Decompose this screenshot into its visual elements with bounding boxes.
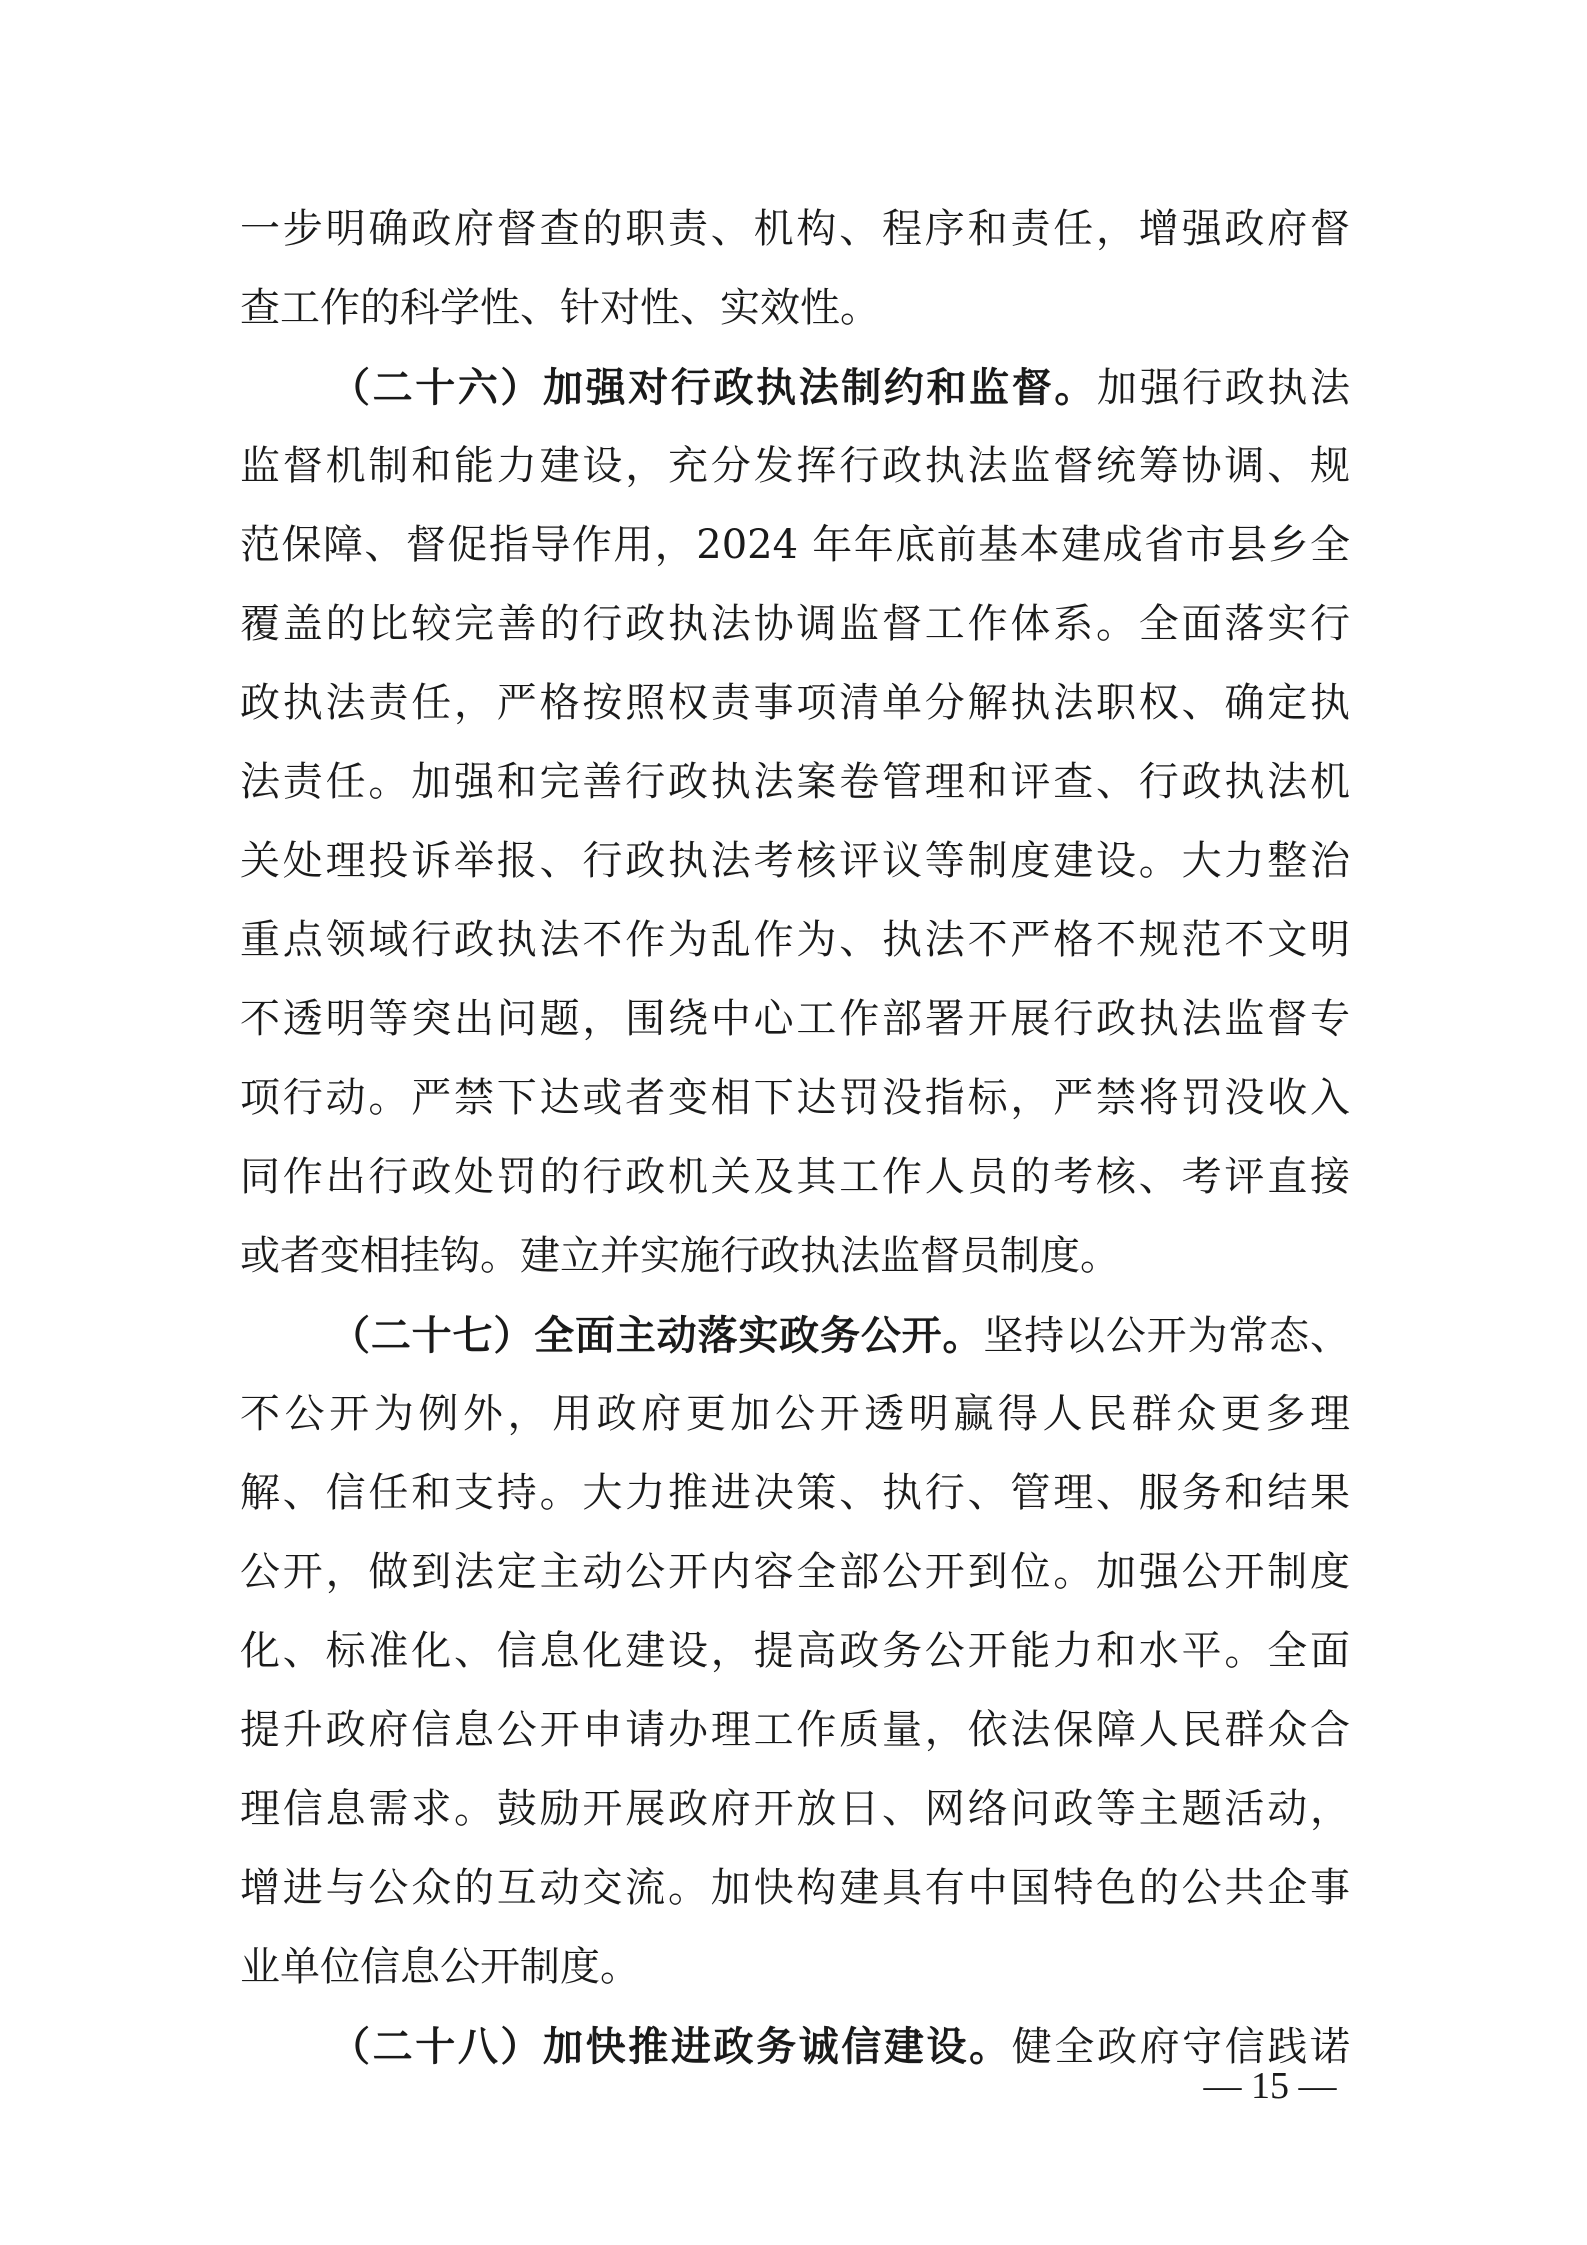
section-26-first-line [240, 348, 1350, 427]
text-line-20: 提升政府信息公开申请办理工作质量，依法保障人民群众合 [240, 1707, 1350, 1753]
text-line-19: 化、标准化、信息化建设，提高政务公开能力和水平。全面 [240, 1628, 1350, 1674]
text-line-17: 解、信任和支持。大力推进决策、执行、管理、服务和结果 [240, 1470, 1350, 1516]
text-line-18: 公开，做到法定主动公开内容全部公开到位。加强公开制度 [240, 1549, 1350, 1595]
text-line-16: 不公开为例外，用政府更加公开透明赢得人民群众更多理 [240, 1391, 1350, 1437]
page-number: — 15 — [1203, 2065, 1337, 2107]
text-line-21: 理信息需求。鼓励开展政府开放日、网络问政等主题活动， [240, 1786, 1350, 1832]
document-body [240, 190, 1350, 2086]
section-28-first-line [240, 2007, 1350, 2086]
section-28-lead-text: 健全政府守信践诺 [1011, 2024, 1351, 2070]
text-line-5: 范保障、督促指导作用，2024 年年底前基本建成省市县乡全 [240, 522, 1350, 568]
text-line-12: 项行动。严禁下达或者变相下达罚没指标，严禁将罚没收入 [240, 1075, 1350, 1121]
section-27-lead-text: 坚持以公开为常态、 [983, 1313, 1351, 1359]
text-line-8: 法责任。加强和完善行政执法案卷管理和评查、行政执法机 [240, 759, 1350, 805]
text-line-10: 重点领域行政执法不作为乱作为、执法不严格不规范不文明 [240, 917, 1350, 963]
text-line-7: 政执法责任，严格按照权责事项清单分解执法职权、确定执 [240, 680, 1350, 726]
text-line-11: 不透明等突出问题，围绕中心工作部署开展行政执法监督专 [240, 996, 1350, 1042]
section-28-heading: （二十八）加快推进政务诚信建设。 [330, 2023, 1012, 2070]
text-line-22: 增进与公众的互动交流。加快构建具有中国特色的公共企事 [240, 1865, 1350, 1911]
text-line-13: 同作出行政处罚的行政机关及其工作人员的考核、考评直接 [240, 1154, 1350, 1200]
text-line-14: 或者变相挂钩。建立并实施行政执法监督员制度。 [240, 1233, 1120, 1279]
text-line-4: 监督机制和能力建设，充分发挥行政执法监督统筹协调、规 [240, 443, 1350, 489]
text-line-23: 业单位信息公开制度。 [240, 1944, 640, 1990]
text-line-1: 一步明确政府督查的职责、机构、程序和责任，增强政府督 [240, 206, 1350, 252]
section-26-lead-text: 加强行政执法 [1096, 365, 1351, 411]
text-line-9: 关处理投诉举报、行政执法考核评议等制度建设。大力整治 [240, 838, 1350, 884]
section-27-first-line [240, 1296, 1350, 1375]
section-26-heading: （二十六）加强对行政执法制约和监督。 [330, 364, 1097, 411]
section-27-heading: （二十七）全面主动落实政务公开。 [330, 1312, 984, 1359]
text-line-2: 查工作的科学性、针对性、实效性。 [240, 285, 880, 331]
text-line-6: 覆盖的比较完善的行政执法协调监督工作体系。全面落实行 [240, 601, 1350, 647]
